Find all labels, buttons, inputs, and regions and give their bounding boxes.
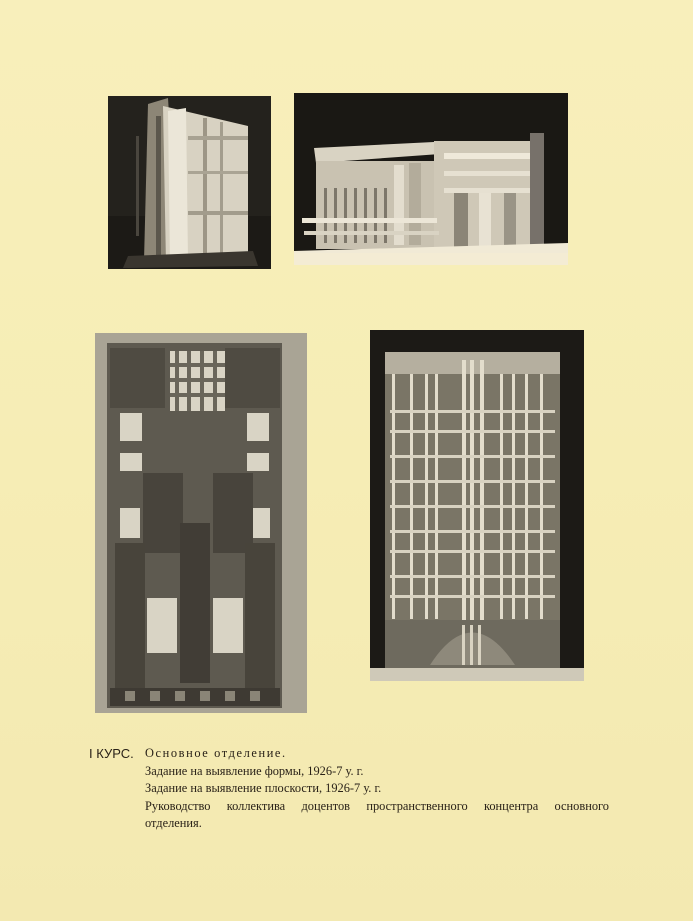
photo-facade-grid [370,330,584,681]
caption-block [89,745,609,833]
caption-line-1: Задание на выявление формы, 1926-7 у. г. [145,763,364,778]
caption-line-4: отделения. [145,816,202,830]
department-title: Основное отделение. [145,746,287,760]
caption-line-2: Задание на выявление плоскости, 1926-7 у. г. [145,781,382,795]
photo-plane-composition [95,333,307,713]
caption-line-3: Руководство коллектива доцентов пространственного концентра основного [145,798,609,813]
photo-form-model-wide [294,93,568,265]
photo-form-model-narrow [108,96,271,269]
course-label: I КУРС. [89,746,134,761]
